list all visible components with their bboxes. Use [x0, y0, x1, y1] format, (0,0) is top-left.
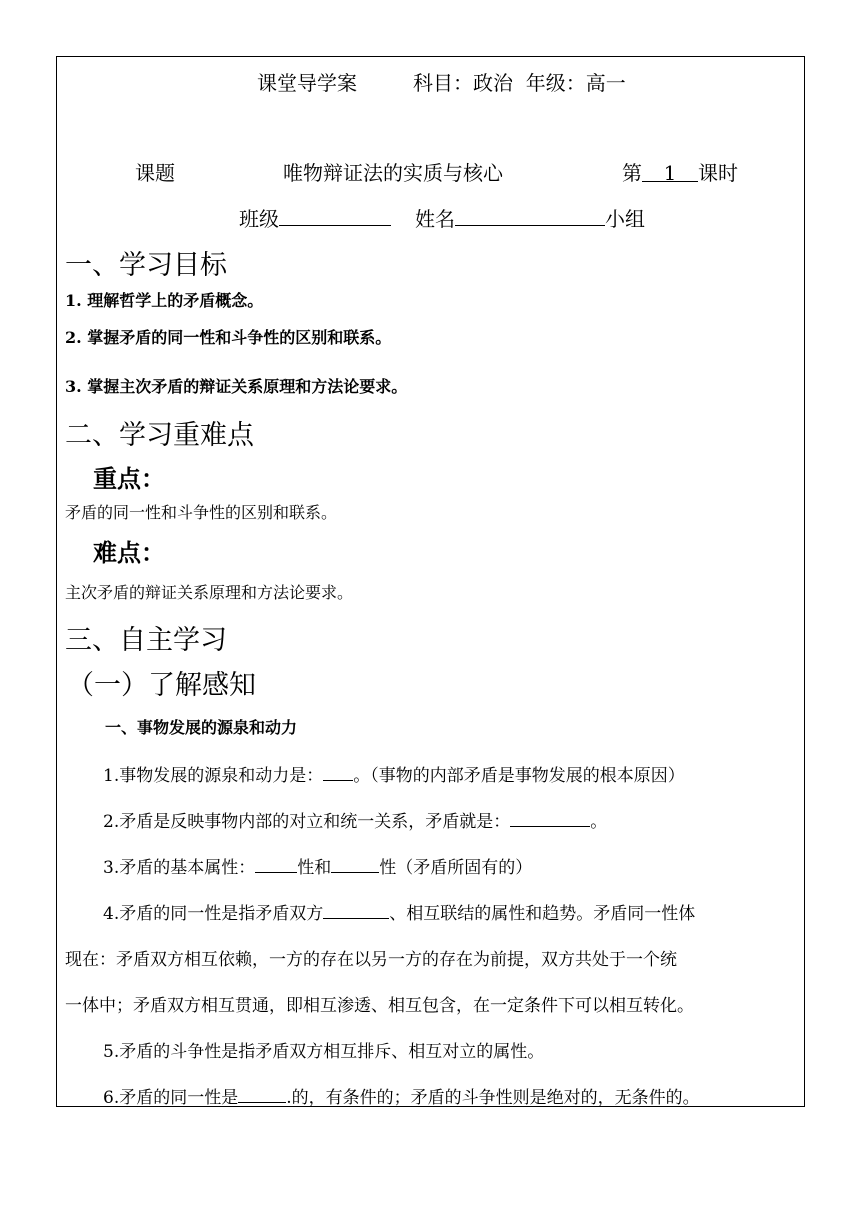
- group-label: 小组: [605, 207, 645, 231]
- grade-label: 年级：高一: [525, 71, 626, 95]
- name-field[interactable]: [455, 205, 605, 226]
- lesson-period: [622, 157, 738, 186]
- question-4: [103, 899, 695, 924]
- difficult-point-text: 主次矛盾的辩证关系原理和方法论要求。: [65, 583, 354, 602]
- name-label: 姓名: [415, 207, 455, 231]
- answer-blank[interactable]: [238, 1085, 286, 1103]
- period-prefix: 第: [622, 161, 642, 185]
- question-3: [103, 853, 532, 878]
- answer-blank[interactable]: [323, 901, 389, 919]
- question-text: 。（事物的内部矛盾是事物发展的根本原因）: [353, 766, 685, 786]
- lesson-topic: 唯物辩证法的实质与核心: [283, 161, 503, 185]
- answer-blank[interactable]: [255, 855, 297, 873]
- topic-label: 课题: [135, 161, 175, 185]
- question-text: 2.矛盾是反映事物内部的对立和统一关系，矛盾就是：: [103, 812, 511, 832]
- question-text: .的，有条件的；矛盾的斗争性则是绝对的，无条件的。: [286, 1088, 700, 1108]
- worksheet-frame: [56, 56, 805, 1107]
- question-text: 1.事物发展的源泉和动力是：: [103, 766, 324, 786]
- answer-blank[interactable]: [331, 855, 379, 873]
- period-number: 1: [663, 161, 677, 185]
- question-4-line-3: 一体中；矛盾双方相互贯通，即相互渗透、相互包含，在一定条件下可以相互转化。: [65, 996, 694, 1016]
- question-text: 性和: [297, 858, 332, 878]
- question-text: 性（矛盾所固有的）: [379, 858, 533, 878]
- question-text: 4.矛盾的同一性是指矛盾双方: [103, 904, 324, 924]
- question-text: 3.矛盾的基本属性：: [103, 858, 256, 878]
- worksheet-title: 课堂导学案: [257, 71, 357, 95]
- section-self-study-heading: 三、自主学习: [65, 625, 227, 656]
- goal-item: 1. 理解哲学上的矛盾概念。: [65, 291, 264, 310]
- question-text: 6.矛盾的同一性是: [103, 1088, 239, 1108]
- question-5: 5.矛盾的斗争性是指矛盾双方相互排斥、相互对立的属性。: [103, 1042, 545, 1062]
- section-key-points-heading: 二、学习重难点: [65, 420, 254, 451]
- student-info-row: [239, 203, 645, 232]
- answer-blank[interactable]: [510, 809, 590, 827]
- section-goals-heading: 一、学习目标: [65, 250, 227, 281]
- subject-label: 科目：政治: [413, 71, 513, 95]
- worksheet-header: [257, 67, 626, 96]
- goal-item: 3. 掌握主次矛盾的辩证关系原理和方法论要求。: [65, 377, 408, 396]
- class-label: 班级: [239, 207, 279, 231]
- difficult-point-label: 难点：: [93, 539, 165, 567]
- period-suffix: 课时: [698, 161, 738, 185]
- key-point-text: 矛盾的同一性和斗争性的区别和联系。: [65, 503, 338, 522]
- question-text: 、相互联结的属性和趋势。矛盾同一性体: [389, 904, 696, 924]
- answer-blank[interactable]: [323, 763, 353, 781]
- topic-heading: 一、事物发展的源泉和动力: [105, 718, 298, 737]
- subsection-heading: （一）了解感知: [67, 670, 256, 701]
- goal-item: 2. 掌握矛盾的同一性和斗争性的区别和联系。: [65, 328, 392, 347]
- class-field[interactable]: [279, 205, 391, 226]
- question-2: [103, 807, 607, 832]
- question-1: [103, 761, 685, 786]
- question-6: [103, 1083, 700, 1108]
- key-point-label: 重点：: [93, 465, 165, 493]
- period-number-field[interactable]: [642, 161, 698, 185]
- question-4-line-2: 现在：矛盾双方相互依赖，一方的存在以另一方的存在为前提，双方共处于一个统: [65, 950, 677, 970]
- question-text: 。: [590, 812, 608, 832]
